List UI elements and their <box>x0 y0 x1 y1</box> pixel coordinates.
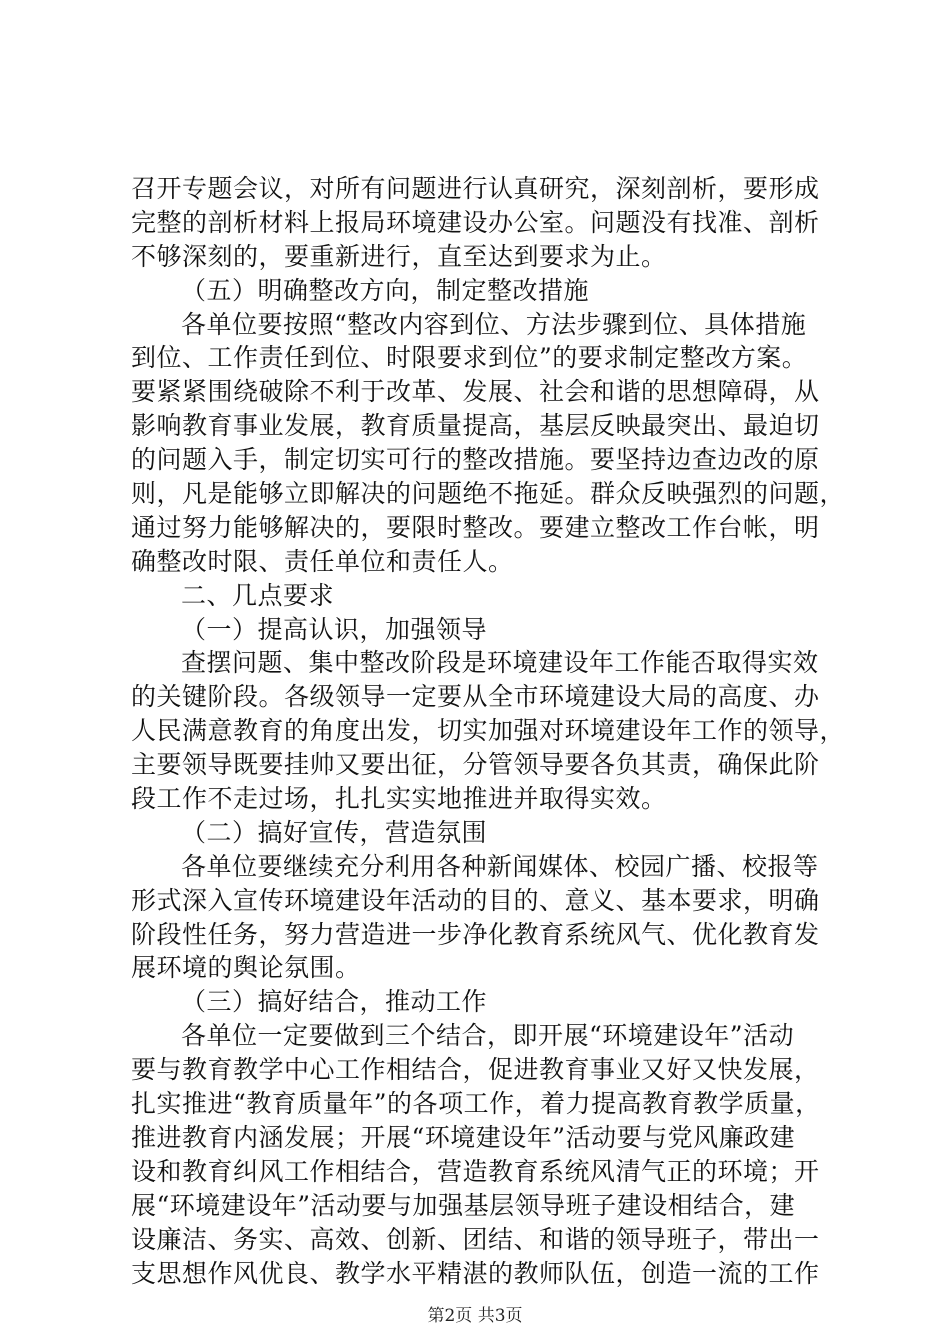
text-line: 的问题入手，制定切实可行的整改措施。要坚持边查边改的原 <box>131 445 820 475</box>
page-number-footer: 第2页 共3页 <box>427 1306 523 1326</box>
section-heading: 二、几点要求 <box>181 580 335 610</box>
text-line: 设廉洁、务实、高效、创新、团结、和谐的领导班子，带出一 <box>131 1224 820 1254</box>
text-line: 不够深刻的，要重新进行，直至达到要求为止。 <box>131 241 667 271</box>
text-line: 人民满意教育的角度出发，切实加强对环境建设年工作的领导， <box>131 716 846 746</box>
text-line: 段工作不走过场，扎扎实实地推进并取得实效。 <box>131 784 667 814</box>
section-heading: （二）搞好宣传，营造氛围 <box>181 817 488 847</box>
text-line: 确整改时限、责任单位和责任人。 <box>131 546 514 576</box>
text-line: 设和教育纠风工作相结合，营造教育系统风清气正的环境；开 <box>131 1156 820 1186</box>
paragraph-first-line: 各单位要继续充分利用各种新闻媒体、校园广播、校报等 <box>181 851 819 881</box>
text-line: 通过努力能够解决的，要限时整改。要建立整改工作台帐，明 <box>131 512 820 542</box>
text-line: 形式深入宣传环境建设年活动的目的、意义、基本要求，明确 <box>131 885 820 915</box>
section-heading: （三）搞好结合，推动工作 <box>181 987 488 1017</box>
text-line: 要与教育教学中心工作相结合，促进教育事业又好又快发展， <box>131 1055 820 1085</box>
text-line: 影响教育事业发展，教育质量提高，基层反映最突出、最迫切 <box>131 411 820 441</box>
text-line: 阶段性任务，努力营造进一步净化教育系统风气、优化教育发 <box>131 919 820 949</box>
text-line: 展“环境建设年”活动要与加强基层领导班子建设相结合，建 <box>131 1190 796 1220</box>
text-line: 召开专题会议，对所有问题进行认真研究，深刻剖析，要形成 <box>131 174 820 203</box>
text-line: 支思想作风优良、教学水平精湛的教师队伍，创造一流的工作 <box>131 1258 820 1288</box>
section-heading: （一）提高认识，加强领导 <box>181 614 488 644</box>
section-heading: （五）明确整改方向，制定整改措施 <box>181 275 590 305</box>
text-line: 展环境的舆论氛围。 <box>131 953 361 983</box>
text-line: 扎实推进“教育质量年”的各项工作，着力提高教育教学质量， <box>131 1089 821 1119</box>
text-line: 要紧紧围绕破除不利于改革、发展、社会和谐的思想障碍，从 <box>131 377 820 407</box>
paragraph-first-line: 各单位要按照“整改内容到位、方法步骤到位、具体措施 <box>181 309 807 339</box>
paragraph-first-line: 各单位一定要做到三个结合，即开展“环境建设年”活动 <box>181 1021 795 1051</box>
paragraph-first-line: 查摆问题、集中整改阶段是环境建设年工作能否取得实效 <box>181 648 819 678</box>
text-line: 则，凡是能够立即解决的问题绝不拖延。群众反映强烈的问题， <box>131 479 846 509</box>
text-line: 的关键阶段。各级领导一定要从全市环境建设大局的高度、办 <box>131 682 820 712</box>
text-line: 完整的剖析材料上报局环境建设办公室。问题没有找准、剖析 <box>131 207 820 237</box>
document-body <box>131 172 846 1290</box>
text-line: 推进教育内涵发展；开展“环境建设年”活动要与党风廉政建 <box>131 1122 796 1152</box>
text-line: 主要领导既要挂帅又要出征，分管领导要各负其责，确保此阶 <box>131 750 820 780</box>
text-line: 到位、工作责任到位、时限要求到位”的要求制定整改方案。 <box>131 343 808 373</box>
